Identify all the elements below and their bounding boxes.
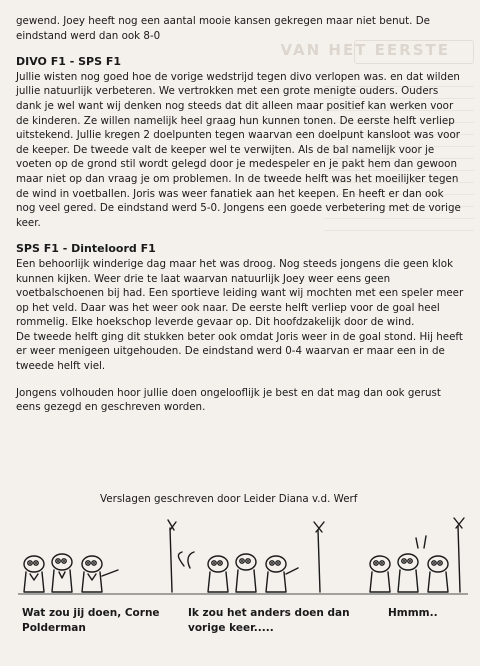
bleed-through-title: VAN HET EERSTE bbox=[280, 41, 450, 59]
report-text bbox=[16, 14, 464, 415]
match2-paragraph-1: Een behoorlijk winderige dag maar het was droog. Nog steeds jongens die geen klok kunnen kijken. Weer drie te laat waarvan natuurlijk Joey weer eens geen voetbalschoenen bij had. Een sportieve leiding want wij mochten met een speler meer op het veld. Daar was het weer ook naar. De eerste helft verliep voor de goal heel rommelig. Elke hoekschop leverde gevaar op. Dit hoofdzakelijk door de wind. bbox=[16, 257, 464, 329]
caption-panel-2: Ik zou het anders doen dan vorige keer..... bbox=[188, 607, 350, 634]
caption-panel-3: Hmmm.. bbox=[388, 607, 438, 619]
author-credit: Verslagen geschreven door Leider Diana v.d. Werf bbox=[100, 493, 358, 505]
intro-paragraph: gewend. Joey heeft nog een aantal mooie kansen gekregen maar niet benut. De eindstand werd dan ook 8-0 bbox=[16, 15, 430, 42]
caption-panel-1: Wat zou jij doen, Corne Polderman bbox=[22, 607, 160, 634]
cartoon-strip bbox=[18, 508, 468, 598]
match1-heading: DIVO F1 - SPS F1 bbox=[16, 55, 122, 69]
closing-paragraph: Jongens volhouden hoor jullie doen ongelooflijk je best en dat mag dan ook gerust eens gezegd en geschreven worden. bbox=[16, 386, 441, 414]
match1-paragraph: Jullie wisten nog goed hoe de vorige wedstrijd tegen divo verlopen was. en dat wilden jullie natuurlijk verbeteren. We vertrokken met een grote menigte ouders. Ouders dank je wel want wij denken nog steeds dat dit alleen maar positief kan werken voor de kinderen. Ze willen namelijk heel graag hun kunnen tonen. De eerste helft verliep uitstekend. Jullie kregen 2 doelpunten tegen waarvan een doelpunt kansloot was voor de keeper. De tweede valt de keeper wel te verwijten. Als de bal namelijk voor je voeten op de grond stil wordt gelegd door je medespeler en je pakt hem dan gewoon maar niet op dan vraag je om problemen. In de tweede helft was het moeilijker tegen de wind in voetballen. Joris was weer fanatiek aan het keepen. En heeft er dan ook nog veel gered. De eindstand werd 5-0. Jongens een goede verbetering met de vorige keer. bbox=[16, 70, 461, 229]
cartoon-panel-3 bbox=[370, 518, 464, 592]
match2-heading: SPS F1 - Dinteloord F1 bbox=[16, 242, 156, 256]
cartoon-panel-2 bbox=[178, 522, 324, 592]
cartoon-panel-1 bbox=[24, 520, 176, 592]
match2-paragraph-2: De tweede helft ging dit stukken beter ook omdat Joris weer in de goal stond. Hij heeft er weer menigeen uitgehouden. De eindstand werd 0-4 waarvan er maar een in de tweede helft viel. bbox=[16, 330, 463, 373]
